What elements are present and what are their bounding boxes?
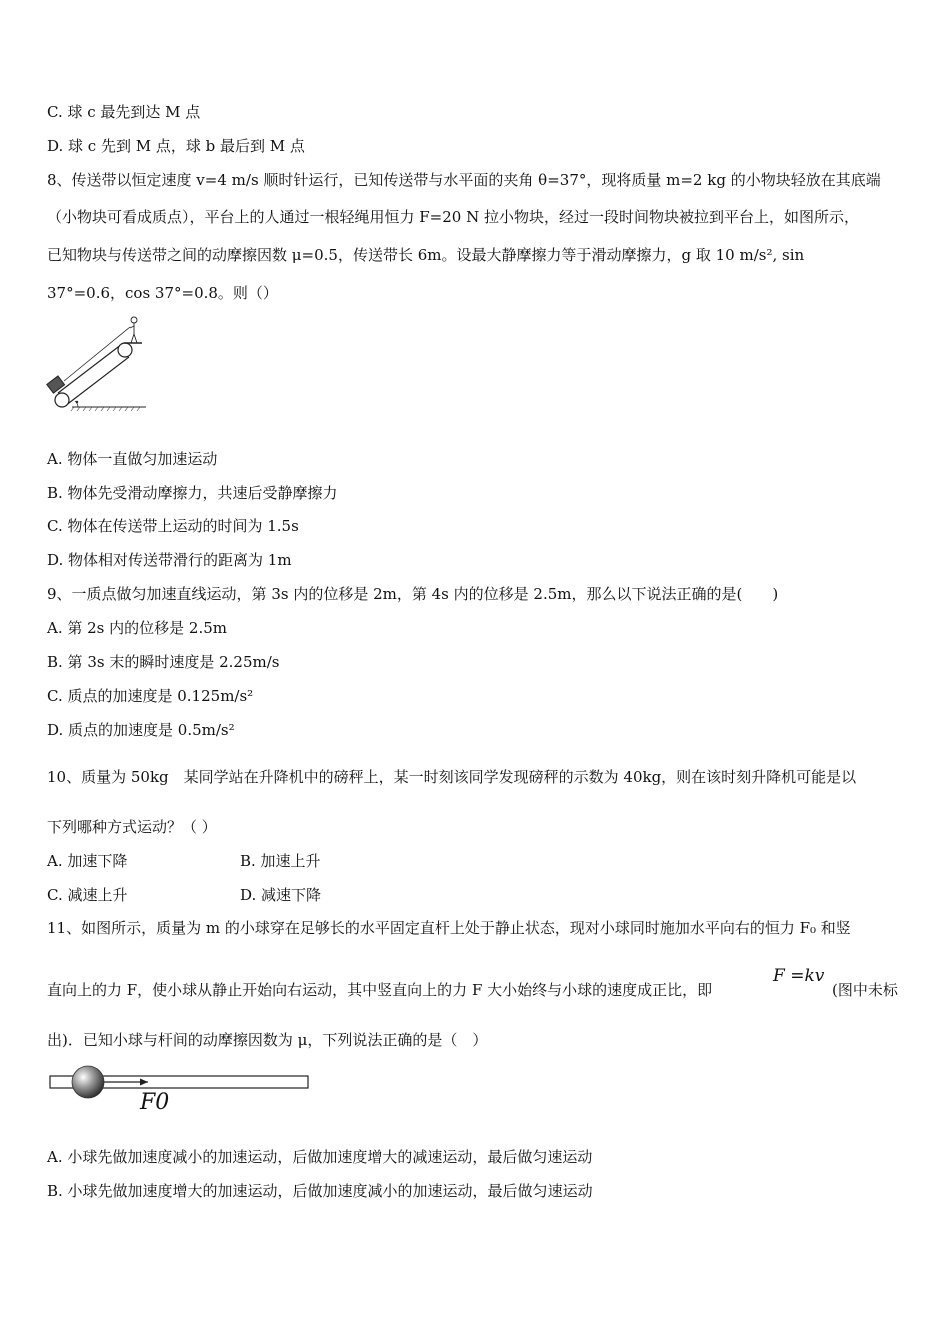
q11-stem-line2a: 直向上的力 F，使小球从静止开始向右运动，其中竖直向上的力 F 大小始终与小球的速度成正比，即	[47, 981, 713, 999]
q8-option-d: D. 物体相对传送带滑行的距离为 1m	[47, 551, 292, 569]
q8-option-a: A. 物体一直做匀加速运动	[47, 450, 218, 468]
q9-option-b: B. 第 3s 末的瞬时速度是 2.25m/s	[47, 653, 280, 671]
q8-stem-line2: （小物块可看成质点），平台上的人通过一根轻绳用恒力 F=20 N 拉小物块，经过一段时间物块被拉到平台上，如图所示，	[47, 208, 859, 226]
q11-option-a: A. 小球先做加速度减小的加速运动，后做加速度增大的减速运动，最后做匀速运动	[47, 1148, 593, 1166]
q9-option-c: C. 质点的加速度是 0.125m/s²	[47, 687, 254, 705]
q9-option-d: D. 质点的加速度是 0.5m/s²	[47, 721, 235, 739]
q10-stem-line2: 下列哪种方式运动？（ ）	[47, 818, 217, 836]
q8-stem-line1: 8、传送带以恒定速度 v=4 m/s 顺时针运行，已知传送带与水平面的夹角 θ=37°，现将质量 m=2 kg 的小物块轻放在其底端	[47, 171, 881, 189]
q8-option-b: B. 物体先受滑动摩擦力，共速后受静摩擦力	[47, 484, 338, 502]
q11-stem-line2b: (图中未标	[832, 981, 898, 999]
q11-option-b: B. 小球先做加速度增大的加速运动，后做加速度减小的加速运动，最后做匀速运动	[47, 1182, 593, 1200]
q9-stem: 9、一质点做匀加速直线运动，第 3s 内的位移是 2m，第 4s 内的位移是 2.5m，那么以下说法正确的是( )	[47, 585, 779, 603]
ball-on-rod-figure	[44, 1062, 316, 1118]
q8-option-c: C. 物体在传送带上运动的时间为 1.5s	[47, 517, 299, 535]
q10-stem-line1: 10、质量为 50kg 某同学站在升降机中的磅秤上，某一时刻该同学发现磅秤的示数为 40kg，则在该时刻升降机可能是以	[47, 768, 857, 786]
q8-stem-line3: 已知物块与传送带之间的动摩擦因数 μ=0.5，传送带长 6m。设最大静摩擦力等于滑动摩擦力，g 取 10 m/s², sin	[47, 246, 805, 264]
q10-option-d: D. 减速下降	[240, 886, 322, 904]
q11-formula: F =kv	[773, 966, 825, 986]
q9-option-a: A. 第 2s 内的位移是 2.5m	[47, 619, 227, 637]
q10-option-c: C. 减速上升	[47, 886, 128, 904]
conveyor-belt-figure	[44, 313, 148, 413]
f0-label	[140, 1090, 169, 1116]
q11-stem-line1: 11、如图所示，质量为 m 的小球穿在足够长的水平固定直杆上处于静止状态，现对小球同时施加水平向右的恒力 F₀ 和竖	[47, 919, 851, 937]
option-d-prev: D. 球 c 先到 M 点，球 b 最后到 M 点	[47, 137, 305, 155]
f0-label-text: F0	[140, 1090, 170, 1115]
q11-stem-line3: 出)．已知小球与杆间的动摩擦因数为 μ，下列说法正确的是（ ）	[47, 1031, 488, 1049]
q8-stem-line4: 37°=0.6，cos 37°=0.8。则（）	[47, 284, 278, 302]
q10-option-b: B. 加速上升	[240, 852, 321, 870]
q10-option-a: A. 加速下降	[47, 852, 128, 870]
option-c-prev: C. 球 c 最先到达 M 点	[47, 103, 201, 121]
